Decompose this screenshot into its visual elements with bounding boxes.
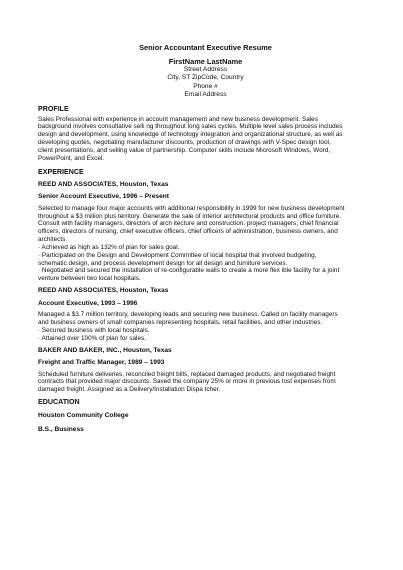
profile-line: developing quotes, negotiating manufacturer discounts, production of drawings with V-Spec design tool, (38, 139, 331, 147)
email: Email Address (184, 91, 227, 99)
school-name: Houston Community College (38, 412, 129, 420)
job-2-company: REED AND ASSOCIATES, Houston, Texas (38, 287, 169, 295)
job-1-role: Senior Account Executive, 1996 – Present (38, 193, 169, 201)
job-2-description (38, 311, 367, 342)
job-2-line: · Secured business with local hospitals. (38, 326, 150, 334)
profile-line: PowerPoint, and Excel. (38, 154, 105, 162)
degree: B.S., Business (38, 425, 84, 433)
job-1-line: schematic design, and process development design for all design and furniture services. (38, 259, 288, 267)
job-1-line: Consult with facility managers, directors of arch itecture and construction, project managers, chief financial (38, 220, 339, 228)
job-1-line: architects. (38, 236, 68, 244)
job-1-line: · Achieved as high as 132% of plan for sales goal. (38, 243, 180, 251)
document-title: Senior Accountant Executive Resume (139, 43, 272, 52)
profile-text (38, 116, 367, 163)
profile-line: background involves consultative selli ng throughout long sales cycles. Multiple level sales process includes (38, 123, 343, 131)
job-1-line: throughout a $3 million plus territory. Generate the sale of interior architectural products and office furniture. (38, 212, 342, 220)
job-2-line: · Attained over 100% of plan for sales. (38, 334, 146, 342)
job-1-line: venture between two local hospitals. (38, 275, 141, 283)
job-3-line: Scheduled furniture deliveries, reconciled freight bills, replaced damaged products, and negotiated freight (38, 370, 336, 378)
job-2-line: and business owners of small companies representing hospitals, retail facilities, and other industries. (38, 318, 323, 326)
experience-heading: EXPERIENCE (38, 167, 84, 176)
job-1-line: · Participated on the Design and Development Committee of local hospital that involved budgeting, (38, 251, 317, 259)
profile-line: client presentations, and selling value of partnership. Computer skills include Microsoft Windows, Word, (38, 147, 331, 154)
city-line: City, ST ZipCode, Country (167, 74, 244, 82)
job-1-line: officers, directors of nursing, chief executive officers, chief officers of administration, business owners, and (38, 228, 338, 236)
job-3-line: damaged freight. Assigned as a Delivery/Installation Dispa tcher. (38, 386, 221, 394)
job-3-company: BAKER AND BAKER, INC., Houston, Texas (38, 346, 172, 354)
profile-line: design and development, using knowledge of technology integration and organizational structure, as well as (38, 131, 343, 139)
education-heading: EDUCATION (38, 398, 80, 407)
job-1-description (38, 205, 367, 283)
phone: Phone # (193, 82, 218, 90)
job-2-role: Account Executive, 1993 – 1996 (38, 299, 138, 307)
job-2-line: Managed a $3.7 million territory, developing leads and securing new business. Called on facility managers (38, 311, 338, 319)
job-3-role: Freight and Traffic Manager, 1989 – 1993 (38, 359, 165, 366)
job-3-description (38, 371, 367, 395)
profile-heading: PROFILE (38, 104, 69, 113)
job-1-line: · Negotiated and secured the installation of re-configurable walls to create a more flex ible facility for a joint (38, 267, 340, 275)
job-1-company: REED AND ASSOCIATES, Houston, Texas (38, 180, 169, 188)
profile-line: Sales Professional with experience in account management and new business development. Sales (38, 115, 318, 123)
job-3-line: contracts that provided major discounts. Saved the company 25% or more in previous lost expenses from (38, 378, 336, 386)
street-address: Street Address (183, 66, 228, 73)
job-1-line: Selected to manage four major accounts with additional responsibility in 1999 for new business development (38, 204, 345, 212)
candidate-name: FirstName LastName (168, 57, 243, 66)
